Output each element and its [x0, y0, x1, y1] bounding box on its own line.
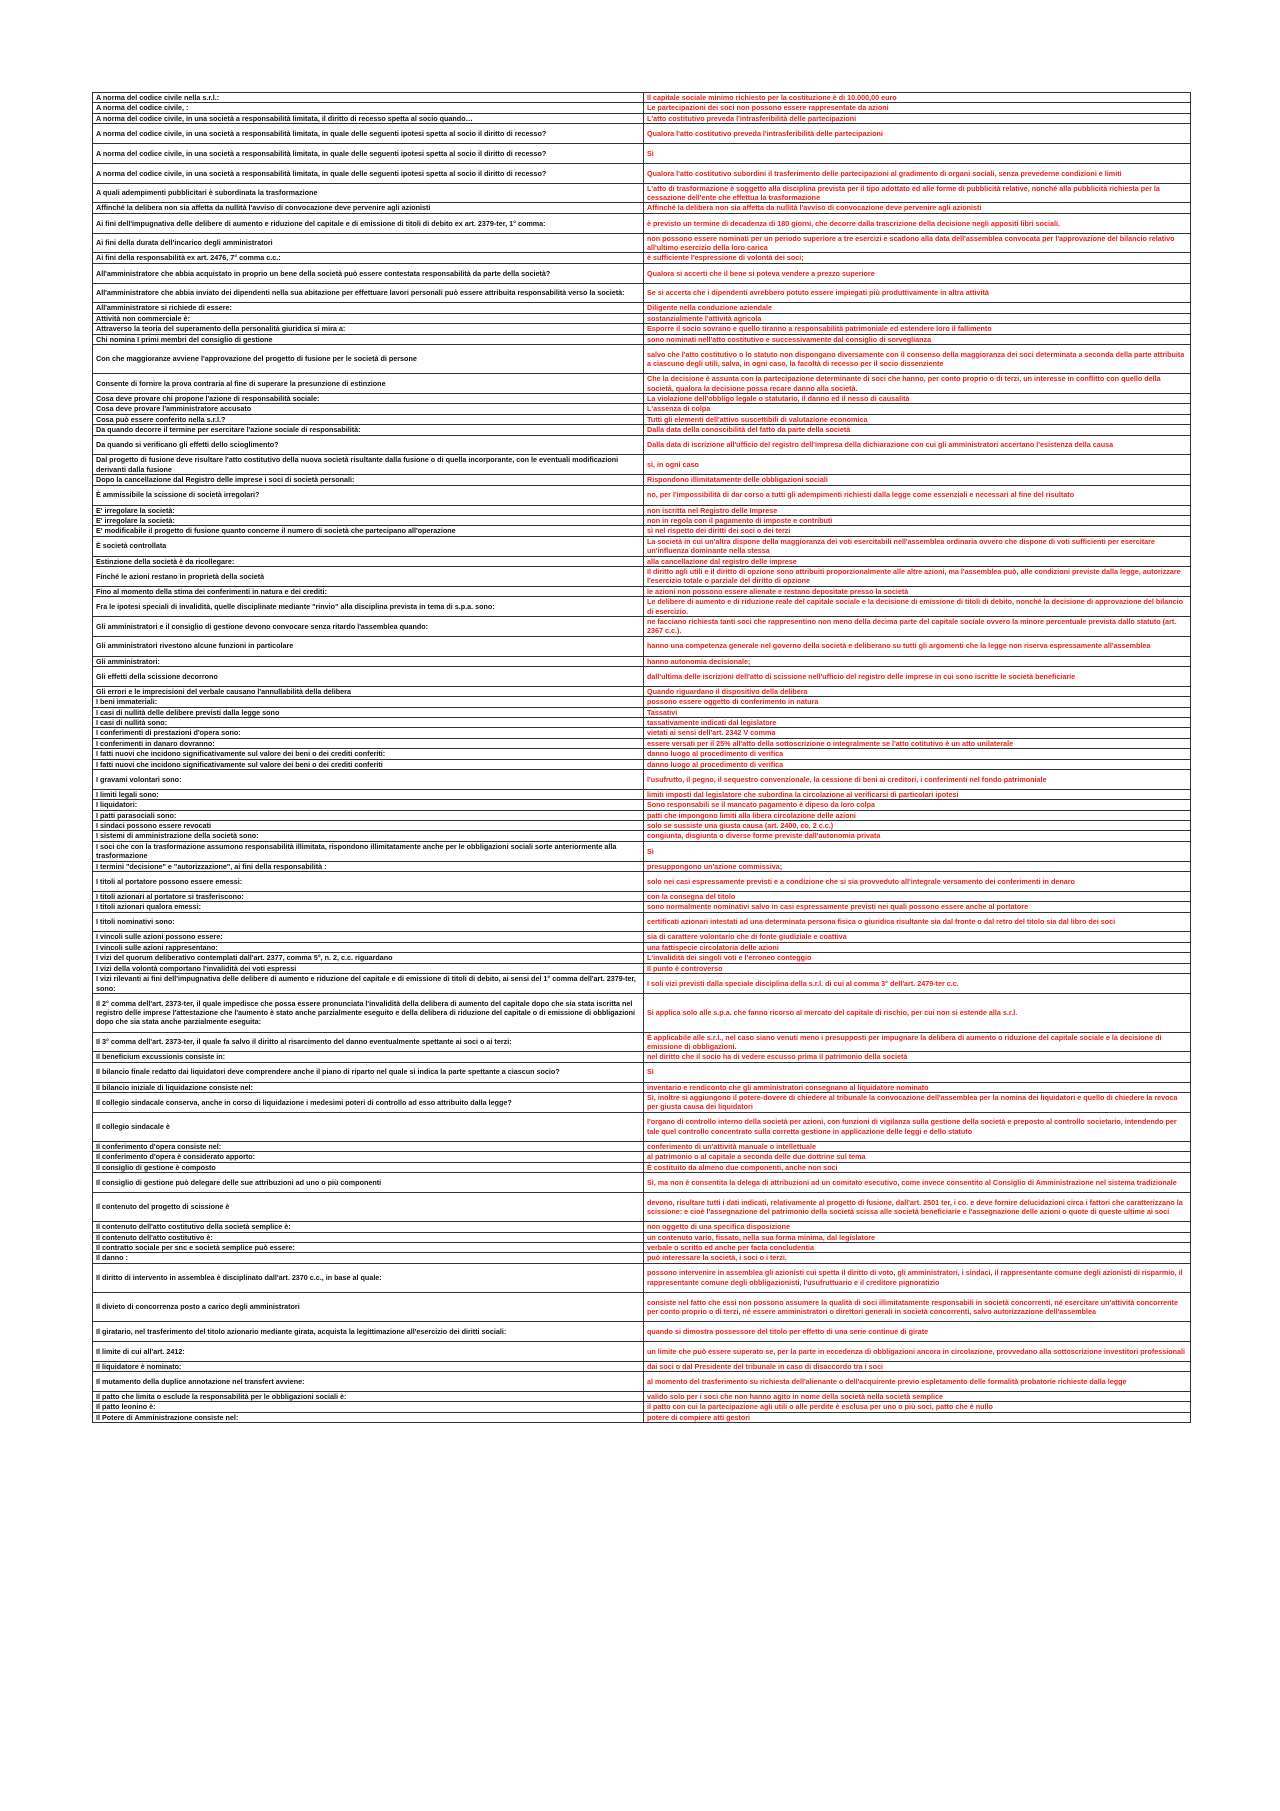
table-row: [93, 526, 1191, 536]
table-row: [93, 1341, 1191, 1361]
table-row: [93, 861, 1191, 871]
question-cell: Il contenuto del progetto di scissione è: [93, 1192, 644, 1221]
table-row: [93, 770, 1191, 790]
table-row: [93, 566, 1191, 586]
table-row: [93, 183, 1191, 203]
question-cell: I limiti legali sono:: [93, 789, 644, 799]
table-row: [93, 113, 1191, 123]
table-row: [93, 263, 1191, 283]
table-row: [93, 738, 1191, 748]
answer-cell: devono, risultare tutti i dati indicati, relativamente al progetto di fusione, dall'art. 2501 ter, i co. e deve fornire delucidazioni circa i fattori che caratterizzano la scissione: e cioè l'assegnazione del patrimonio della società scissa alle società beneficiarie e l'assegnazione delle azioni o quote di queste ultime ai soci: [644, 1192, 1191, 1221]
table-row: [93, 475, 1191, 485]
table-row: [93, 810, 1191, 820]
question-cell: E' modificabile il progetto di fusione quanto concerne il numero di società che partecipano all'operazione: [93, 526, 644, 536]
answer-cell: Dalla data della conoscibilità del fatto da parte della società: [644, 425, 1191, 435]
table-row: [93, 666, 1191, 686]
table-row: [93, 163, 1191, 183]
table-row: [93, 749, 1191, 759]
question-cell: A norma del codice civile nella s.r.l.:: [93, 93, 644, 103]
table-row: [93, 616, 1191, 636]
question-cell: I sindaci possono essere revocati: [93, 821, 644, 831]
question-cell: Gli amministratori:: [93, 656, 644, 666]
question-cell: Consente di fornire la prova contraria al fine di superare la presunzione di estinzione: [93, 374, 644, 394]
question-cell: Il contratto sociale per snc e società semplice può essere:: [93, 1242, 644, 1252]
answer-cell: potere di compiere atti gestori: [644, 1412, 1191, 1422]
question-cell: I gravami volontari sono:: [93, 770, 644, 790]
answer-cell: hanno autonomia decisionale;: [644, 656, 1191, 666]
table-row: [93, 586, 1191, 596]
answer-cell: con la consegna del titolo: [644, 891, 1191, 901]
question-cell: Il collegio sindacale conserva, anche in corso di liquidazione i medesimi poteri di controllo ad esso attribuito dalla legge?: [93, 1092, 644, 1112]
question-cell: Il divieto di concorrenza posto a carico degli amministratori: [93, 1292, 644, 1321]
question-cell: I titoli al portatore possono essere emessi:: [93, 872, 644, 892]
table-row: [93, 394, 1191, 404]
answer-cell: Le partecipazioni dei soci non possono essere rappresentate da azioni: [644, 103, 1191, 113]
question-cell: Il patto che limita o esclude la responsabilità per le obbligazioni sociali è:: [93, 1391, 644, 1401]
answer-cell: possono intervenire in assemblea gli azionisti cui spetta il diritto di voto, gli amministratori, i sindaci, il rappresentante comune degli azionisti di risparmio, il rappresentante comune degli obbligazionisti, l'usufruttuario e il creditore pignoratizio: [644, 1263, 1191, 1292]
table-row: [93, 425, 1191, 435]
table-row: [93, 686, 1191, 696]
question-cell: Cosa può essere conferito nella s.r.l.?: [93, 414, 644, 424]
table-row: [93, 345, 1191, 374]
table-row: [93, 324, 1191, 334]
question-cell: All'amministratore si richiede di essere:: [93, 303, 644, 313]
question-cell: Da quando si verificano gli effetti dello scioglimento?: [93, 435, 644, 455]
table-row: [93, 974, 1191, 994]
table-row: [93, 515, 1191, 525]
answer-cell: L'atto costitutivo preveda l'intrasferibilità delle partecipazioni: [644, 113, 1191, 123]
question-cell: Affinché la delibera non sia affetta da nullità l'avviso di convocazione deve pervenire agli azionisti: [93, 203, 644, 213]
answer-cell: può interessare la società, i soci o i terzi.: [644, 1253, 1191, 1263]
answer-cell: È applicabile alle s.r.l., nel caso siano venuti meno i presupposti per impugnare la delibera di aumento o riduzione del capitale sociale e la decisione di emissione di obbligazioni.: [644, 1032, 1191, 1052]
table-row: [93, 841, 1191, 861]
table-row: [93, 789, 1191, 799]
answer-cell: Il punto è controverso: [644, 963, 1191, 973]
question-cell: Da quando decorre il termine per esercitare l'azione sociale di responsabilità:: [93, 425, 644, 435]
table-row: [93, 203, 1191, 213]
table-row: [93, 912, 1191, 932]
question-cell: Ai fini della responsabilità ex art. 2476, 7° comma c.c.:: [93, 253, 644, 263]
table-row: [93, 942, 1191, 952]
answer-cell: limiti imposti dal legislatore che subordina la circolazione al verificarsi di particolari ipotesi: [644, 789, 1191, 799]
table-row: [93, 1162, 1191, 1172]
question-cell: I conferimenti di prestazioni d'opera sono:: [93, 728, 644, 738]
question-cell: I vizi del quorum deliberativo contemplati dall'art. 2377, comma 5°, n. 2, c.c. riguardano: [93, 953, 644, 963]
question-cell: I beni immateriali:: [93, 697, 644, 707]
table-row: [93, 1372, 1191, 1392]
question-cell: A norma del codice civile, :: [93, 103, 644, 113]
answer-cell: Qualora l'atto costitutivo subordini il trasferimento delle partecipazioni al gradimento di organi sociali, senza prevederne condizioni e limiti: [644, 163, 1191, 183]
table-row: [93, 233, 1191, 253]
table-row: [93, 505, 1191, 515]
question-cell: All'amministratore che abbia acquistato in proprio un bene della società può essere contestata responsabilità da parte della società?: [93, 263, 644, 283]
question-cell: I casi di nullità delle delibere previsti dalla legge sono: [93, 707, 644, 717]
answer-cell: Qualora l'atto costitutivo preveda l'intrasferibilità delle partecipazioni: [644, 124, 1191, 144]
answer-cell: ne facciano richiesta tanti soci che rappresentino non meno della decima parte del capitale sociale ovvero la minore percentuale prevista dallo statuto (art. 2367 c.c.).: [644, 616, 1191, 636]
table-row: [93, 636, 1191, 656]
table-row: [93, 1152, 1191, 1162]
table-row: [93, 1141, 1191, 1151]
question-cell: Il 3° comma dell'art. 2373-ter, il quale fa salvo il diritto al risarcimento del danno eventualmente spettante ai soci o ai terzi:: [93, 1032, 644, 1052]
question-cell: I conferimenti in danaro dovranno:: [93, 738, 644, 748]
table-row: [93, 728, 1191, 738]
table-row: [93, 1263, 1191, 1292]
question-cell: Gli effetti della scissione decorrono: [93, 666, 644, 686]
answer-cell: L'invalidità dei singoli voti e l'erroneo conteggio: [644, 953, 1191, 963]
question-cell: I casi di nullità sono:: [93, 718, 644, 728]
question-cell: A quali adempimenti pubblicitari è subordinata la trasformazione: [93, 183, 644, 203]
question-cell: A norma del codice civile, in una società a responsabilità limitata, il diritto di recesso spetta al socio quando…: [93, 113, 644, 123]
question-cell: I fatti nuovi che incidono significativamente sul valore dei beni o dei crediti conferiti: [93, 759, 644, 769]
answer-cell: una fattispecie circolatoria delle azioni: [644, 942, 1191, 952]
table-row: [93, 1402, 1191, 1412]
question-cell: All'amministratore che abbia inviato dei dipendenti nella sua abitazione per effettuare lavori personali può essere attribuita responsabilità verso la società:: [93, 283, 644, 303]
answer-cell: un contenuto vario, fissato, nella sua forma minima, dal legislatore: [644, 1232, 1191, 1242]
answer-cell: dai soci o dal Presidente del tribunale in caso di disaccordo tra i soci: [644, 1361, 1191, 1371]
table-row: [93, 872, 1191, 892]
question-cell: Il giratario, nel trasferimento del titolo azionario mediante girata, acquista la legittimazione all'esercizio dei diritti sociali:: [93, 1322, 644, 1342]
table-row: [93, 1253, 1191, 1263]
table-row: [93, 455, 1191, 475]
table-row: [93, 597, 1191, 617]
question-cell: È società controllata: [93, 536, 644, 556]
answer-cell: non in regola con il pagamento di imposte e contributi: [644, 515, 1191, 525]
question-cell: I soci che con la trasformazione assumono responsabilità illimitata, rispondono illimitatamente anche per le obbligazioni sociali sorte anteriormente alla trasformazione: [93, 841, 644, 861]
table-row: [93, 1242, 1191, 1252]
answer-cell: I soli vizi previsti dalla speciale disciplina della s.r.l. di cui al comma 3° dell'art. 2479-ter c.c.: [644, 974, 1191, 994]
table-row: [93, 993, 1191, 1032]
answer-cell: È costituito da almeno due componenti, anche non soci: [644, 1162, 1191, 1172]
table-row: [93, 718, 1191, 728]
table-row: [93, 759, 1191, 769]
question-cell: Attività non commerciale è:: [93, 313, 644, 323]
answer-cell: Che la decisione è assunta con la partecipazione determinante di soci che hanno, per conto proprio o di terzi, un interesse in conflitto con quello della società, qualora la decisione possa recare danno alla società.: [644, 374, 1191, 394]
answer-cell: certificati azionari intestati ad una determinata persona fisica o giuridica risultante sia dal fronte o dal retro del titolo sia dal libro dei soci: [644, 912, 1191, 932]
answer-cell: congiunta, disgiunta o diverse forme previste dall'autonomia privata: [644, 831, 1191, 841]
question-cell: I vizi della volontà comportano l'invalidità dei voti espressi: [93, 963, 644, 973]
question-cell: Il contenuto dell'atto costitutivo della società semplice è:: [93, 1222, 644, 1232]
question-cell: Il consiglio di gestione è composto: [93, 1162, 644, 1172]
question-cell: Il collegio sindacale è: [93, 1112, 644, 1141]
question-cell: Attraverso la teoria del superamento della personalità giuridica si mira a:: [93, 324, 644, 334]
question-cell: Il 2° comma dell'art. 2373-ter, il quale impedisce che possa essere pronunciata l'invalidità della delibera di aumento del capitale dopo che sia stata iscritta nel registro delle imprese l'attestazione che l'aumento è stato anche parzialmente eseguito e della delibera di riduzione del capitale o di emissione di obbligazioni dopo che sia stata anche parzialmente eseguita:: [93, 993, 644, 1032]
answer-cell: non iscritta nel Registro delle Imprese: [644, 505, 1191, 515]
table-row: [93, 1412, 1191, 1422]
table-row: [93, 144, 1191, 164]
answer-cell: al momento del trasferimento su richiesta dell'alienante o dell'acquirente previo espletamento delle formalità probatorie richieste dalla legge: [644, 1372, 1191, 1392]
table-row: [93, 697, 1191, 707]
table-row: [93, 902, 1191, 912]
answer-cell: Quando riguardano il dispositivo della delibera: [644, 686, 1191, 696]
question-cell: I titoli azionari qualora emessi:: [93, 902, 644, 912]
answer-cell: non possono essere nominati per un periodo superiore a tre esercizi e scadono alla data dell'assemblea convocata per l'approvazione del bilancio relativo all'ultimo esercizio della loro carica: [644, 233, 1191, 253]
table-row: [93, 1232, 1191, 1242]
table-row: [93, 963, 1191, 973]
answer-cell: Sì: [644, 841, 1191, 861]
table-row: [93, 1082, 1191, 1092]
answer-cell: è sufficiente l'espressione di volontà dei soci;: [644, 253, 1191, 263]
question-cell: I termini "decisione" e "autorizzazione", ai fini della responsabilità :: [93, 861, 644, 871]
question-cell: A norma del codice civile, in una società a responsabilità limitata, in quale delle seguenti ipotesi spetta al socio il diritto di recesso?: [93, 163, 644, 183]
answer-cell: no, per l'impossibilità di dar corso a tutti gli adempimenti richiesti dalla legge come essenziali e necessari al fine del risultato: [644, 485, 1191, 505]
table-row: [93, 124, 1191, 144]
answer-cell: possono essere oggetto di conferimento in natura: [644, 697, 1191, 707]
answer-cell: Tutti gli elementi dell'attivo suscettibili di valutazione economica: [644, 414, 1191, 424]
answer-cell: sì, in ogni caso: [644, 455, 1191, 475]
answer-cell: Esporre il socio sovrano e quello tiranno a responsabilità patrimoniale ed estendere loro il fallimento: [644, 324, 1191, 334]
answer-cell: valido solo per i soci che non hanno agito in nome della società nella società semplice: [644, 1391, 1191, 1401]
question-cell: Il beneficium excussionis consiste in:: [93, 1052, 644, 1062]
table-row: [93, 283, 1191, 303]
answer-cell: sostanzialmente l'attività agricola: [644, 313, 1191, 323]
answer-cell: Le delibere di aumento e di riduzione reale del capitale sociale e la decisione di emissione di titoli di debito, nonché la decisione di approvazione del bilancio di esercizio.: [644, 597, 1191, 617]
answer-cell: quando si dimostra possessore del titolo per effetto di una serie continue di girate: [644, 1322, 1191, 1342]
question-cell: Cosa deve provare l'amministratore accusato: [93, 404, 644, 414]
answer-cell: patti che impongono limiti alla libera circolazione delle azioni: [644, 810, 1191, 820]
table-row: [93, 253, 1191, 263]
answer-cell: Sì: [644, 144, 1191, 164]
table-row: [93, 374, 1191, 394]
question-cell: Dal progetto di fusione deve risultare l'atto costitutivo della nuova società risultante dalla fusione o di quella incorporante, con le eventuali modificazioni derivanti dalla fusione: [93, 455, 644, 475]
answer-cell: Se si accerta che i dipendenti avrebbero potuto essere impiegati più produttivamente in altra attività: [644, 283, 1191, 303]
answer-cell: sia di carattere volontario che di fonte giudiziale e coattiva: [644, 932, 1191, 942]
qa-table-body: [93, 93, 1191, 1423]
table-row: [93, 1173, 1191, 1193]
qa-table: [92, 92, 1191, 1423]
answer-cell: danno luogo al procedimento di verifica: [644, 749, 1191, 759]
question-cell: Gli errori e le imprecisioni del verbale causano l'annullabilità della delibera: [93, 686, 644, 696]
table-row: [93, 303, 1191, 313]
table-row: [93, 821, 1191, 831]
answer-cell: Sì, ma non è consentita la delega di attribuzioni ad un comitato esecutivo, come invece consentito al Consiglio di Amministrazione nel sistema tradizionale: [644, 1173, 1191, 1193]
answer-cell: Affinché la delibera non sia affetta da nullità l'avviso di convocazione deve pervenire agli azionisti: [644, 203, 1191, 213]
question-cell: Il conferimento d'opera è considerato apporto:: [93, 1152, 644, 1162]
question-cell: Il limite di cui all'art. 2412:: [93, 1341, 644, 1361]
answer-cell: sono nominati nell'atto costitutivo e successivamente dal consiglio di sorveglianza: [644, 334, 1191, 344]
answer-cell: solo nei casi espressamente previsti e a condizione che si sia provveduto all'integrale versamento dei conferimenti in denaro: [644, 872, 1191, 892]
answer-cell: alla cancellazione dal registro delle imprese: [644, 556, 1191, 566]
answer-cell: Qualora si accerti che il bene si poteva vendere a prezzo superiore: [644, 263, 1191, 283]
table-row: [93, 213, 1191, 233]
question-cell: Chi nomina I primi membri del consiglio di gestione: [93, 334, 644, 344]
answer-cell: consiste nel fatto che essi non possono assumere la qualità di soci illimitatamente responsabili in società concorrenti, né esercitare un'attività concorrente per conto proprio o di terzi, né essere amministratori o direttori generali in società concorrenti, salvo autorizzazione dell'assemblea: [644, 1292, 1191, 1321]
answer-cell: essere versati per il 25% all'atto della sottoscrizione o integralmente se l'atto cotitutivo è un atto unilaterale: [644, 738, 1191, 748]
answer-cell: verbale o scritto ed anche per facta concludentia: [644, 1242, 1191, 1252]
table-row: [93, 1391, 1191, 1401]
table-row: [93, 1361, 1191, 1371]
answer-cell: Diligente nella conduzione aziendale: [644, 303, 1191, 313]
answer-cell: Il diritto agli utili e il diritto di opzione sono attribuiti proporzionalmente alle altre azioni, ma l'assemblea può, alle condizioni previste dalla legge, autorizzare l'esercizio totale o parziale del diritto di opzione: [644, 566, 1191, 586]
answer-cell: Sì, inoltre si aggiungono il potere-dovere di chiedere al tribunale la convocazione dell'assemblea per la nomina dei liquidatori e quello di chiedere la revoca per giusta causa dei liquidatori: [644, 1092, 1191, 1112]
question-cell: Con che maggioranze avviene l'approvazione del progetto di fusione per le società di persone: [93, 345, 644, 374]
table-row: [93, 93, 1191, 103]
question-cell: Fra le ipotesi speciali di invalidità, quelle disciplinate mediante "rinvio" alla disciplina prevista in tema di s.p.a. sono:: [93, 597, 644, 617]
table-row: [93, 1192, 1191, 1221]
table-row: [93, 1292, 1191, 1321]
answer-cell: sì nel rispetto dei diritti dei soci o dei terzi: [644, 526, 1191, 536]
question-cell: Il danno :: [93, 1253, 644, 1263]
question-cell: I titoli azionari al portatore si trasferiscono:: [93, 891, 644, 901]
answer-cell: Sì: [644, 1062, 1191, 1082]
table-row: [93, 932, 1191, 942]
question-cell: Ai fini dell'impugnativa delle delibere di aumento e riduzione del capitale e di emissione di titoli di debito ex art. 2379-ter, 1° comma:: [93, 213, 644, 233]
answer-cell: è previsto un termine di decadenza di 180 giorni, che decorre dalla trascrizione della decisione negli appositi libri sociali.: [644, 213, 1191, 233]
table-row: [93, 556, 1191, 566]
answer-cell: le azioni non possono essere alienate e restano depositate presso la società: [644, 586, 1191, 596]
answer-cell: non oggetto di una specifica disposizione: [644, 1222, 1191, 1232]
qa-sheet: [92, 92, 1190, 1423]
question-cell: Il liquidatore è nominato:: [93, 1361, 644, 1371]
table-row: [93, 1112, 1191, 1141]
answer-cell: al patrimonio o al capitale a seconda delle due dottrine sul tema: [644, 1152, 1191, 1162]
table-row: [93, 953, 1191, 963]
table-row: [93, 414, 1191, 424]
question-cell: I vizi rilevanti ai fini dell'impugnativa delle delibere di aumento e riduzione del capitale e di emissione di titoli di debito, ai sensi del 1° comma dell'art. 2379-ter, sono:: [93, 974, 644, 994]
table-row: [93, 485, 1191, 505]
answer-cell: L'atto di trasformazione è soggetto alla disciplina prevista per il tipo adottato ed alle forme di pubblicità relative, nonché alla pubblicità richiesta per la cessazione dell'ente che effettua la trasformazione: [644, 183, 1191, 203]
question-cell: Il patto leonino è:: [93, 1402, 644, 1412]
question-cell: Il consiglio di gestione può delegare delle sue attribuzioni ad uno o più componenti: [93, 1173, 644, 1193]
answer-cell: Rispondono illimitatamente delle obbligazioni sociali: [644, 475, 1191, 485]
question-cell: Fino al momento della stima dei conferimenti in natura e dei crediti:: [93, 586, 644, 596]
answer-cell: danno luogo al procedimento di verifica: [644, 759, 1191, 769]
answer-cell: Si applica solo alle s.p.a. che fanno ricorso al mercato del capitale di rischio, per cui non si estende alla s.r.l.: [644, 993, 1191, 1032]
answer-cell: La violazione dell'obbligo legale o statutario, il danno ed il nesso di causalità: [644, 394, 1191, 404]
question-cell: I vincoli sulle azioni possono essere:: [93, 932, 644, 942]
table-row: [93, 1032, 1191, 1052]
table-row: [93, 1092, 1191, 1112]
question-cell: Cosa deve provare chi propone l'azione di responsabilità sociale:: [93, 394, 644, 404]
answer-cell: La società in cui un'altra dispone della maggioranza dei voti esercitabili nell'assemblea ordinaria ovvero che dispone di voti sufficienti per esercitare un'influenza dominante nella stessa: [644, 536, 1191, 556]
table-row: [93, 103, 1191, 113]
table-row: [93, 313, 1191, 323]
table-row: [93, 656, 1191, 666]
question-cell: I titoli nominativi sono:: [93, 912, 644, 932]
answer-cell: vietati ai sensi dell'art. 2342 V comma: [644, 728, 1191, 738]
answer-cell: Sono responsabili se il mancato pagamento è dipeso da loro colpa: [644, 800, 1191, 810]
table-row: [93, 891, 1191, 901]
question-cell: Estinzione della società è da ricollegare:: [93, 556, 644, 566]
question-cell: Gli amministratori rivestono alcune funzioni in particolare: [93, 636, 644, 656]
question-cell: Il Potere di Amministrazione consiste nel:: [93, 1412, 644, 1422]
question-cell: È ammissibile la scissione di società irregolari?: [93, 485, 644, 505]
answer-cell: presuppongono un'azione commissiva;: [644, 861, 1191, 871]
answer-cell: il patto con cui la partecipazione agli utili o alle perdite è esclusa per uno o più soci, patto che è nullo: [644, 1402, 1191, 1412]
question-cell: A norma del codice civile, in una società a responsabilità limitata, in quale delle seguenti ipotesi spetta al socio il diritto di recesso?: [93, 144, 644, 164]
question-cell: I patti parasociali sono:: [93, 810, 644, 820]
question-cell: I fatti nuovi che incidono significativamente sul valore dei beni o dei crediti conferiti:: [93, 749, 644, 759]
answer-cell: inventario e rendiconto che gli amministratori consegnano al liquidatore nominato: [644, 1082, 1191, 1092]
answer-cell: un limite che può essere superato se, per la parte in eccedenza di obbligazioni ancora in circolazione, provvedano alla sottoscrizione investitori professionali: [644, 1341, 1191, 1361]
answer-cell: Il capitale sociale minimo richiesto per la costituzione è di 10.000,00 euro: [644, 93, 1191, 103]
table-row: [93, 536, 1191, 556]
answer-cell: Dalla data di iscrizione all'ufficio del registro dell'impresa della dichiarazione con cui gli amministratori accertano l'esistenza della causa: [644, 435, 1191, 455]
answer-cell: dall'ultima delle iscrizioni dell'atto di scissione nell'ufficio del registro delle imprese in cui sono iscritte le società beneficiarie: [644, 666, 1191, 686]
answer-cell: L'assenza di colpa: [644, 404, 1191, 414]
answer-cell: sono normalmente nominativi salvo in casi espressamente previsti nei quali possono essere anche al portatore: [644, 902, 1191, 912]
answer-cell: Tassativi: [644, 707, 1191, 717]
table-row: [93, 1052, 1191, 1062]
answer-cell: hanno una competenza generale nel governo della società e deliberano su tutti gli argomenti che la legge non riserva espressamente all'assemblea: [644, 636, 1191, 656]
answer-cell: l'usufrutto, il pegno, il sequestro convenzionale, la cessione di beni ai creditori, i conferimenti nel fondo patrimoniale: [644, 770, 1191, 790]
table-row: [93, 334, 1191, 344]
table-row: [93, 1062, 1191, 1082]
question-cell: E' irregolare la società:: [93, 515, 644, 525]
answer-cell: salvo che l'atto costitutivo o lo statuto non dispongano diversamente con il consenso della maggioranza dei soci determinata a seconda della parte attribuita a ciascuno degli utili, salva, in ogni caso, la facoltà di recesso per il socio dissenziente: [644, 345, 1191, 374]
question-cell: I vincoli sulle azioni rappresentano:: [93, 942, 644, 952]
table-row: [93, 435, 1191, 455]
answer-cell: l'organo di controllo interno della società per azioni, con funzioni di vigilanza sulla gestione della società e preposto al controllo societario, intendendo per tale quel controllo concentrato sulla corretta gestione in applicazione delle leggi e dello statuto: [644, 1112, 1191, 1141]
answer-cell: tassativamente indicati dal legislatore: [644, 718, 1191, 728]
question-cell: Finché le azioni restano in proprietà della società: [93, 566, 644, 586]
question-cell: Il mutamento della duplice annotazione nel transfert avviene:: [93, 1372, 644, 1392]
question-cell: I sistemi di amministrazione della società sono:: [93, 831, 644, 841]
question-cell: Il bilancio finale redatto dai liquidatori deve comprendere anche il piano di riparto nel quale si indica la parte spettante a ciascun socio?: [93, 1062, 644, 1082]
question-cell: Gli amministratori e il consiglio di gestione devono convocare senza ritardo l'assemblea quando:: [93, 616, 644, 636]
question-cell: Dopo la cancellazione dal Registro delle imprese i soci di società personali:: [93, 475, 644, 485]
question-cell: I liquidatori:: [93, 800, 644, 810]
table-row: [93, 800, 1191, 810]
answer-cell: solo se sussiste una giusta causa (art. 2400, co. 2 c.c.): [644, 821, 1191, 831]
question-cell: E' irregolare la società:: [93, 505, 644, 515]
question-cell: Il diritto di intervento in assemblea è disciplinato dall'art. 2370 c.c., in base al quale:: [93, 1263, 644, 1292]
table-row: [93, 1222, 1191, 1232]
answer-cell: conferimento di un'attività manuale o intellettuale: [644, 1141, 1191, 1151]
question-cell: Il bilancio iniziale di liquidazione consiste nel:: [93, 1082, 644, 1092]
table-row: [93, 707, 1191, 717]
question-cell: Il contenuto dell'atto costitutivo è:: [93, 1232, 644, 1242]
question-cell: Ai fini della durata dell'incarico degli amministratori: [93, 233, 644, 253]
table-row: [93, 831, 1191, 841]
question-cell: Il conferimento d'opera consiste nel:: [93, 1141, 644, 1151]
answer-cell: nel diritto che il socio ha di vedere escusso prima il patrimonio della società: [644, 1052, 1191, 1062]
table-row: [93, 404, 1191, 414]
question-cell: A norma del codice civile, in una società a responsabilità limitata, in quale delle seguenti ipotesi spetta al socio il diritto di recesso?: [93, 124, 644, 144]
table-row: [93, 1322, 1191, 1342]
